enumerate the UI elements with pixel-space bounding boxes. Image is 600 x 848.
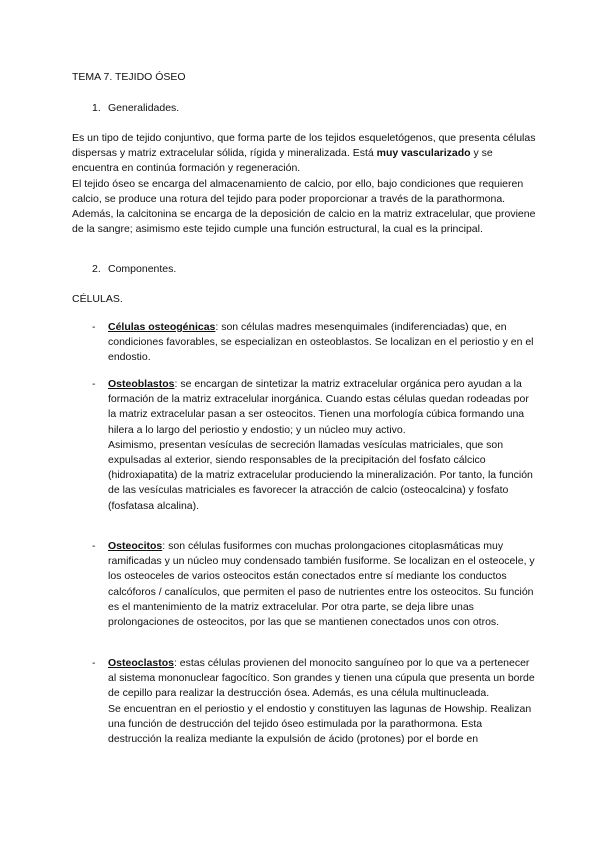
bullet-dash: -: [92, 657, 96, 669]
bold-phrase: muy vascularizado: [376, 147, 471, 160]
list-item-osteoblasts: - Osteoblastos: se encargan de sintetizar la matriz extracelular orgánica pero ayudan a la formación de la matriz extracelular inorgánica. Cuando estas células quedan rodeadas por la matriz extracelular pasan a ser osteocitos. Tienen una morfología cúbica formando una hilera a lo largo del periostio y endostio; y un núcleo muy activo. Asimismo, presentan vesículas de secreción llamadas vesículas matriciales, que son expulsadas al exterior, siendo responsables de la precipitación del fosfato cálcico (hidroxiapatita) de la matriz extracelular produciendo la mineralización. Por tanto, la función de las vesículas matriciales es favorecer la atracción de calcio (osteocalcina) y fosfato (fosfatasa alcalina).: [92, 377, 538, 514]
section-number: 1.: [92, 102, 101, 114]
bullet-dash: -: [92, 378, 96, 390]
term: Osteoclastos: [108, 657, 174, 669]
bullet-dash: -: [92, 321, 96, 333]
term: Células osteogénicas: [108, 321, 216, 333]
section-number: 2.: [92, 263, 101, 275]
paragraph-1: Es un tipo de tejido conjuntivo, que forma parte de los tejidos esqueletógenos, que presenta células dispersas y matriz extracelular sólida, rígida y mineralizada. Está muy vascularizado y se encuentra en continúa formación y regeneración.: [72, 132, 536, 175]
list-item-osteogenic-cells: - Células osteogénicas: son células madres mesenquimales (indiferenciadas) que, en condiciones favorables, se especializan en osteoblastos. Se localizan en el periostio y en el endostio.: [92, 321, 534, 364]
extra-paragraph: Se encuentran en el periostio y el endostio y constituyen las lagunas de Howship. Realizan una función de destrucción del tejido óseo estimulada por la parathormona. Esta destrucción la realiza mediante la expulsión de ácido (protones) por el borde en: [108, 702, 532, 746]
section-heading-componentes: [92, 262, 176, 277]
section-heading-generalidades: [92, 101, 179, 116]
generalidades-text: [72, 131, 538, 237]
cells-heading: CÉLULAS.: [72, 293, 123, 305]
extra-paragraph: Asimismo, presentan vesículas de secreción llamadas vesículas matriciales, que son expulsadas al exterior, siendo responsables de la precipitación del fosfato cálcico (hidroxiapatita) de la matriz extracelular produciendo la mineralización. Por tanto, la función de las vesículas matriciales es favorecer la atracción de calcio (osteocalcina) y fosfato (fosfatasa alcalina).: [108, 438, 533, 512]
term: Osteoblastos: [108, 378, 175, 390]
list-item-osteoclasts: - Osteoclastos: estas células provienen del monocito sanguíneo por lo que va a pertenecer al sistema mononuclear fagocítico. Son grandes y tienen una cúpula que presenta un borde de cepillo para realizar la destrucción ósea. Además, es una célula multinucleada. Se encuentran en el periostio y el endostio y constituyen las lagunas de Howship. Realizan una función de destrucción del tejido óseo estimulada por la parathormona. Esta destrucción la realiza mediante la expulsión de ácido (protones) por el borde en: [92, 656, 538, 747]
list-item-osteocytes: - Osteocitos: son células fusiformes con muchas prolongaciones citoplasmáticas muy ramificadas y un núcleo muy condensado también fusiforme. Se localizan en el osteocele, y los osteoceles de varios osteocitos están conectados entre sí mediante los conductos calcóforos / canalículos, que permiten el paso de nutrientes entre los osteocitos. Su función es el mantenimiento de la matriz extracelular. Por otra parte, se deja libre unas prolongaciones de osteocitos, por las que se mantienen conectados unos con otros.: [92, 540, 535, 629]
document-title: TEMA 7. TEJIDO ÓSEO: [72, 71, 186, 83]
section-label: Generalidades.: [108, 102, 180, 114]
term: Osteocitos: [108, 540, 163, 552]
paragraph-2: El tejido óseo se encarga del almacenamiento de calcio, por ello, bajo condiciones que requieren calcio, se produce una rotura del tejido para poder proporcionar a través de la parathormona. Además, la calcitonina se encarga de la deposición de calcio en la matriz extracelular, que proviene de la sangre; asimismo este tejido cumple una función estructural, la cual es la principal.: [72, 177, 536, 236]
bullet-dash: -: [92, 540, 96, 552]
section-label: Componentes.: [108, 263, 177, 275]
